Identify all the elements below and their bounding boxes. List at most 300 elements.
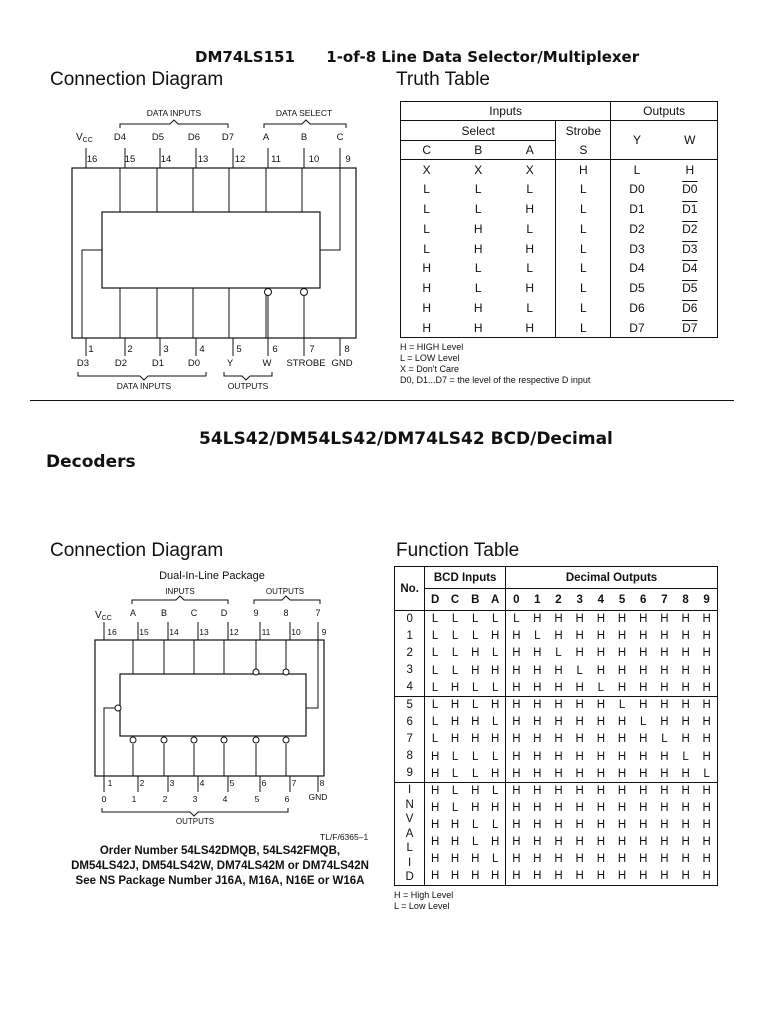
truth-cell: H [473,320,483,335]
svg-text:16: 16 [107,627,117,637]
dec-col-header: 0 [506,589,527,611]
output-cell: H [639,785,648,798]
output-cell: H [617,664,627,677]
svg-text:14: 14 [160,154,172,165]
output-cell: H [681,733,690,746]
output-cell: H [533,647,542,660]
output-cell: H [554,750,563,763]
svg-text:D2: D2 [114,358,128,369]
output-cell: H [660,802,669,815]
output-cell: H [512,716,521,729]
truth-cell: L [423,182,430,197]
function-table-row [395,731,718,748]
output-cell: H [575,819,584,832]
output-cell: H [617,819,627,832]
truth-cell: X [504,160,556,180]
truth-cell: D6 [629,300,645,315]
output-cell: H [617,750,627,763]
bcd-cell: L [431,647,439,660]
output-cell: H [554,819,563,832]
output-cell: H [681,647,690,660]
output-cell: H [554,733,563,746]
output-cell: H [675,868,696,885]
truth-table-row [401,179,718,199]
truth-cell: L [556,278,611,298]
output-cell: H [611,868,632,885]
truth-cell: L [474,182,482,197]
svg-text:W: W [262,358,272,369]
output-cell: H [596,613,606,626]
dec-col-header: 3 [569,589,590,611]
output-cell: H [596,802,606,815]
bcd-cell: H [485,628,505,645]
svg-text:STROBE: STROBE [286,358,326,369]
bcd-cell: L [485,714,505,731]
output-cell: H [569,868,590,885]
svg-text:11: 11 [261,627,271,637]
output-cell: H [596,647,606,660]
bcd-cell: H [485,834,505,851]
output-cell: H [527,679,548,696]
output-cell: H [512,785,521,798]
truth-cell: H [556,160,611,180]
truth-table-row [401,318,718,338]
svg-text:9: 9 [321,627,327,637]
dec-col-header: 9 [696,589,717,611]
output-cell: H [596,836,606,849]
output-cell: H [660,630,669,643]
bcd-cell: H [471,785,480,798]
output-cell: H [702,699,711,712]
connection-diagram-2-heading: Connection Diagram [50,540,224,561]
output-cell: H [617,647,627,660]
truth-cell: D0 [682,182,698,197]
svg-text:3: 3 [192,794,198,804]
output-cell: H [548,679,569,696]
truth-cell: H [504,318,556,338]
output-cell: H [596,699,606,712]
output-cell: H [596,750,606,763]
output-cell: H [596,716,606,729]
output-cell: H [554,836,563,849]
bcd-cell: L [431,664,439,677]
output-cell: H [506,679,527,696]
svg-text:GND: GND [331,358,353,369]
output-cell: H [512,647,521,660]
output-cell: L [696,765,717,782]
output-cell: H [554,613,563,626]
truth-cell: D1 [682,201,698,216]
output-cell: L [640,716,647,729]
output-cell: H [575,716,584,729]
truth-table-row [401,298,718,318]
output-cell: H [639,613,648,626]
output-cell: H [702,630,711,643]
svg-text:3: 3 [169,778,175,788]
svg-text:7: 7 [291,778,297,788]
svg-text:2: 2 [127,344,133,355]
output-cell: H [639,819,648,832]
output-cell: H [596,853,606,866]
output-cell: H [660,785,669,798]
svg-text:12: 12 [234,154,246,165]
output-cell: H [554,716,563,729]
function-table-row [395,611,718,628]
svg-text:D6: D6 [187,132,201,143]
svg-text:OUTPUTS: OUTPUTS [175,817,215,826]
output-cell: H [527,765,548,782]
svg-text:B: B [300,132,308,143]
output-cell: H [654,868,675,885]
row-number-cell: 0 1 2 3 4 [395,611,425,697]
svg-text:Y: Y [226,358,234,369]
truth-cell: D1 [629,201,645,216]
bcd-cell: H [450,853,460,866]
truth-table: Inputs Outputs Select Strobe Y W C B A S X X X H L H L L L L D0 D0 L L H L D1 D1 L H L L D2 D2 L H H L D3 D3 H L L L D4 D4 H L H L D5 D5 H H L L D6 D6 H H H L D7 D7 H = HIGH Level L = LOW Level X = Don't Care D0, D1...D7 = the level of the respective D input [400,101,718,386]
output-cell: H [681,853,690,866]
truth-cell: L [556,239,611,259]
output-cell: H [702,664,711,677]
output-cell: H [639,853,648,866]
function-table-row [395,679,718,696]
output-cell: L [555,647,562,660]
output-cell: H [575,733,584,746]
output-cell: H [654,765,675,782]
output-cell: H [681,836,690,849]
package-label: Dual-In-Line Package [159,570,265,582]
row-number-cell: I N V A L I D [395,783,425,886]
svg-text:6: 6 [272,344,278,355]
bcd-cell: L [451,613,459,626]
output-cell: H [533,836,542,849]
output-cell: H [533,664,542,677]
output-cell: H [702,750,711,763]
truth-cell: L [474,201,482,216]
output-cell: H [660,613,669,626]
output-cell: H [575,785,584,798]
dec-col-header: 8 [675,589,696,611]
svg-text:D3: D3 [76,358,90,369]
truth-cell: D7 [682,320,698,335]
output-cell: H [596,785,606,798]
output-cell: H [575,836,584,849]
output-cell: L [576,664,583,677]
dec-col-header: 4 [590,589,611,611]
output-cell: H [660,664,669,677]
bcd-cell: L [485,679,505,696]
bcd-cell: H [471,802,480,815]
output-cell: H [702,613,711,626]
truth-cell: L [556,199,611,219]
output-cell: H [681,630,690,643]
output-cell: H [554,785,563,798]
output-cell: H [554,630,563,643]
bcd-cell: H [450,819,460,832]
output-cell: L [534,630,541,643]
output-cell: H [617,785,627,798]
truth-cell: L [423,241,430,256]
output-cell: H [654,679,675,696]
output-cell: H [533,716,542,729]
bcd-cell: L [485,748,505,765]
svg-text:15: 15 [139,627,149,637]
output-cell: H [681,664,690,677]
output-cell: H [590,765,611,782]
truth-cell: L [474,281,482,296]
bcd-cell: H [430,785,440,798]
function-table-row [395,817,718,834]
function-table-row [395,748,718,765]
bcd-cell: H [485,800,505,817]
bcd-cell: H [471,664,480,677]
output-cell: H [512,630,521,643]
output-cell: H [527,868,548,885]
output-cell: H [660,836,669,849]
svg-text:9: 9 [253,608,259,618]
output-cell: H [702,819,711,832]
svg-text:10: 10 [308,154,320,165]
function-table-row [395,714,718,731]
output-cell: H [596,630,606,643]
output-cell: H [569,679,590,696]
truth-cell: L [556,318,611,338]
svg-text:8: 8 [344,344,350,355]
bcd-cell: L [472,613,479,626]
bcd-cell: H [465,868,485,885]
truth-cell: L [423,221,430,236]
output-cell: H [575,699,584,712]
output-cell: H [675,679,696,696]
svg-text:7: 7 [315,608,321,618]
section-divider [30,400,734,401]
svg-text:OUTPUTS: OUTPUTS [227,381,269,391]
output-cell: H [533,802,542,815]
function-table: No. BCD Inputs Decimal Outputs D C B A 0 1 2 3 4 5 6 7 8 9 0 1 2 3 4 L L L L L H H H H H H H H H L L L H H L H H H H H H H H L L H L H H L H H H H H H H L L H H H H H L H H H H H H L H L L H H H H L H H H H H 5 6 7 8 9 L H L H H H H H H L H H H H L H H L H H H H H H L H H H L H H H H H H H H H H L H H H L L L H H H H H H H H L H H L L H H H H H H H H H H L I N V A L I D H L H L H H H H H H H H H H H L H H H H H H H H H H H H H H L L H H H H H H H H H H H H L H H H H H H H H H H H H H H L H H H H H H H H H H H H H H H H H H H H H H H H H = High Level L = Low Level [394,566,718,912]
title-dm74ls151: DM74LS151 1-of-8 Line Data Selector/Multiplexer [195,48,640,66]
output-cell: H [575,853,584,866]
output-cell: H [702,802,711,815]
truth-cell: X [474,162,483,177]
bcd-cell: L [431,699,439,712]
truth-cell: H [422,300,431,315]
bcd-cell: H [425,868,445,885]
function-table-row [395,628,718,645]
top-group-data-inputs: DATA INPUTS [146,108,202,118]
output-cell: H [548,765,569,782]
truth-table-row [401,219,718,239]
svg-text:5: 5 [236,344,242,355]
output-cell: H [639,664,648,677]
bcd-col-header: A [485,589,505,611]
bcd-cell: L [465,765,485,782]
truth-cell: X [422,162,431,177]
bcd-cell: L [431,613,439,626]
output-cell: H [548,868,569,885]
svg-text:12: 12 [229,627,239,637]
output-cell: H [554,853,563,866]
bcd-cell: L [485,645,505,662]
svg-text:A: A [262,132,270,143]
output-cell: H [702,647,711,660]
bcd-cell: H [471,647,480,660]
dec-col-header: 5 [611,589,632,611]
output-cell: H [512,733,521,746]
output-cell: H [702,853,711,866]
dec-col-header: 6 [633,589,654,611]
output-cell: H [611,765,632,782]
output-cell: H [681,613,690,626]
svg-text:7: 7 [309,344,315,355]
svg-text:1: 1 [107,778,113,788]
truth-cell: H [473,300,483,315]
diagram-ref: TL/F/6365–1 [320,832,369,842]
svg-text:D0: D0 [187,358,201,369]
output-cell: H [617,853,627,866]
output-cell: H [596,664,606,677]
function-table-row [395,851,718,868]
truth-cell: H [504,199,556,219]
dec-col-header: 1 [527,589,548,611]
output-cell: H [569,765,590,782]
svg-text:15: 15 [124,154,136,165]
output-cell: H [617,630,627,643]
output-cell: H [533,733,542,746]
output-cell: H [639,733,648,746]
truth-cell: H [473,241,483,256]
svg-text:1: 1 [88,344,94,355]
output-cell: H [512,699,521,712]
svg-text:D: D [220,608,228,618]
bcd-cell: L [451,785,459,798]
bcd-cell: L [472,699,479,712]
output-cell: H [617,613,627,626]
bcd-cell: L [472,836,479,849]
output-cell: H [575,647,584,660]
output-cell: H [617,836,627,849]
output-cell: H [702,836,711,849]
svg-text:D1: D1 [151,358,165,369]
output-cell: H [681,819,690,832]
truth-table-row [401,239,718,259]
output-cell: H [681,802,690,815]
bcd-cell: L [485,783,505,800]
function-table-row [395,800,718,817]
svg-text:4: 4 [222,794,228,804]
output-cell: H [512,664,521,677]
output-cell: H [681,785,690,798]
function-table-row [395,783,718,800]
output-cell: H [533,853,542,866]
output-cell: H [681,699,690,712]
bcd-cell: L [472,630,479,643]
truth-cell: L [556,219,611,239]
bcd-cell: L [451,802,459,815]
bcd-cell: L [451,630,459,643]
svg-text:A: A [129,608,137,618]
svg-text:4: 4 [199,778,205,788]
output-cell: H [639,630,648,643]
bcd-cell: L [431,716,439,729]
bcd-cell: H [430,802,440,815]
output-cell: H [660,853,669,866]
svg-text:OUTPUTS: OUTPUTS [265,587,305,596]
svg-text:B: B [160,608,168,618]
output-cell: H [702,733,711,746]
output-cell: H [512,836,521,849]
svg-text:10: 10 [291,627,301,637]
output-cell: H [512,853,521,866]
bcd-cell: H [445,868,465,885]
output-cell: H [512,750,521,763]
output-cell: H [675,765,696,782]
output-cell: H [575,750,584,763]
function-table-row [395,765,718,782]
svg-text:9: 9 [345,154,351,165]
output-cell: H [596,819,606,832]
truth-cell: D5 [629,281,645,296]
svg-text:8: 8 [283,608,289,618]
output-cell: H [639,802,648,815]
bcd-cell: H [485,868,505,885]
output-cell: H [617,802,627,815]
output-cell: H [660,819,669,832]
output-cell: H [506,868,527,885]
truth-cell: H [422,261,431,276]
dm74ls151-connection-diagram [40,100,370,400]
truth-cell: L [633,162,641,177]
output-cell: H [660,699,669,712]
truth-cell: D2 [682,221,698,236]
truth-table-row [401,258,718,278]
title-54ls42: 54LS42/DM54LS42/DM74LS42 BCD/Decimal [199,429,613,449]
order-number-block: Order Number 54LS42DMQB, 54LS42FMQB, DM54LS42J, DM54LS42W, DM74LS42M or DM74LS42N See NS Package Number J16A, M16A, N16E or W16A [71,845,369,887]
output-cell: H [660,750,669,763]
output-cell: H [512,819,521,832]
bcd-col-header: D [425,589,445,611]
truth-cell: L [504,179,556,199]
bcd-cell: H [450,836,460,849]
svg-text:INPUTS: INPUTS [165,587,195,596]
bcd-cell: H [485,731,505,748]
connection-diagram-heading: Connection Diagram [50,69,224,90]
truth-cell: D4 [682,261,698,276]
output-cell: H [617,716,627,729]
top-group-data-select: DATA SELECT [275,108,333,118]
svg-text:2: 2 [162,794,168,804]
truth-cell: H [422,320,431,335]
truth-cell: D7 [629,320,645,335]
function-table-notes: H = High Level L = Low Level [394,889,454,911]
output-cell: H [554,699,563,712]
bcd-cell: H [450,733,460,746]
svg-text:0: 0 [101,794,107,804]
bcd-cell: L [485,851,505,868]
svg-text:GND: GND [308,792,328,802]
bcd-col-header: C [445,589,465,611]
svg-text:5: 5 [229,778,235,788]
truth-table-row [401,199,718,219]
truth-cell: D0 [629,182,645,197]
outputs-header: Outputs [611,102,718,121]
truth-cell: L [504,219,556,239]
bcd-cell: L [465,679,485,696]
output-cell: H [533,613,542,626]
truth-cell: D4 [629,261,645,276]
bcd-cell: L [472,819,479,832]
function-table-row [395,662,718,679]
bcd-cell: H [485,697,505,714]
output-cell: L [682,750,689,763]
